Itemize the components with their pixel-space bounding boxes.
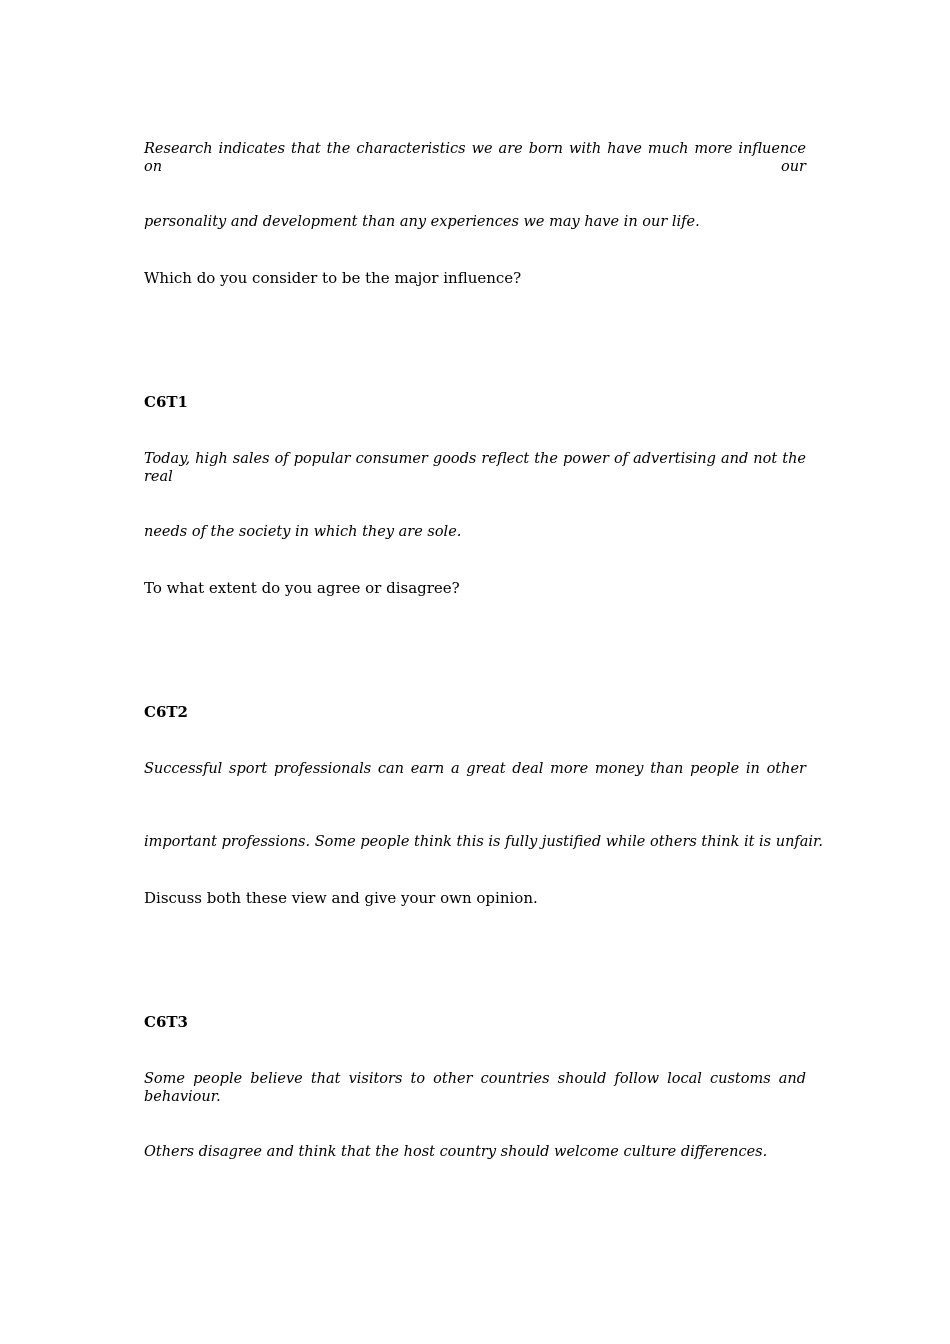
essay-question: Discuss both these view and give your own opinion.: [144, 889, 538, 907]
essay-question: To what extent do you agree or disagree?: [144, 579, 460, 597]
section-heading-c6t2: C6T2: [144, 703, 188, 721]
essay-prompt-line-2: important professions. Some people think this is fully justified while others think it is unfair.: [144, 834, 824, 850]
essay-question: Which do you consider to be the major influence?: [144, 269, 522, 287]
essay-prompt-line-2: Others disagree and think that the host country should welcome culture differences.: [144, 1144, 768, 1160]
section-heading-c6t1: C6T1: [144, 393, 188, 411]
essay-prompt-line-1: Research indicates that the characteristics we are born with have much more influence on our: [144, 141, 806, 175]
section-heading-c6t3: C6T3: [144, 1013, 188, 1031]
essay-prompt-line-2: personality and development than any experiences we may have in our life.: [144, 214, 700, 230]
essay-prompt-line-1: Successful sport professionals can earn a great deal more money than people in other: [144, 761, 806, 777]
essay-prompt-line-1: Today, high sales of popular consumer goods reflect the power of advertising and not the real: [144, 451, 806, 485]
essay-prompt-line-2: needs of the society in which they are sole.: [144, 524, 462, 540]
essay-prompt-line-1: Some people believe that visitors to other countries should follow local customs and behaviour.: [144, 1071, 806, 1105]
